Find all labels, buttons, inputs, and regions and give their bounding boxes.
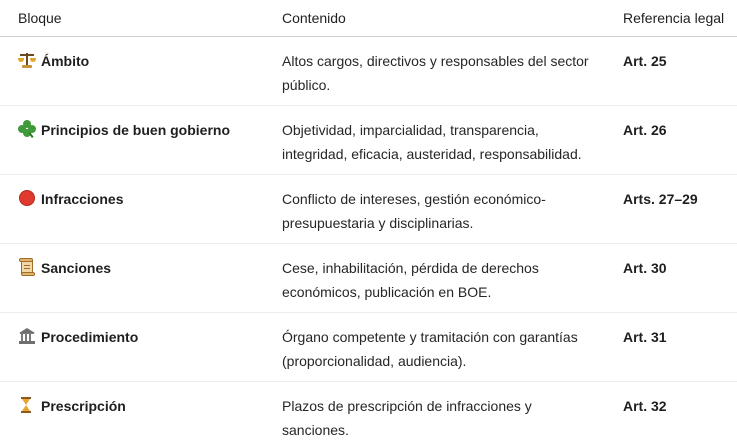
table-row [0,36,737,105]
header-referencia: Referencia legal [605,0,737,36]
bloque-cell [0,312,264,381]
table-row [0,105,737,174]
table-row [0,174,737,243]
bloque-cell [0,174,264,243]
bloque-label: Procedimiento [41,328,139,345]
bloque-label: Prescripción [41,397,126,414]
bloque-cell [0,381,264,445]
referencia-cell: Art. 30 [605,243,737,312]
classical-building-icon [18,327,36,345]
referencia-cell: Arts. 27–29 [605,174,737,243]
referencia-cell: Art. 26 [605,105,737,174]
table-row [0,381,737,445]
referencia-cell: Art. 25 [605,36,737,105]
bloque-label: Infracciones [41,190,124,207]
header-bloque: Bloque [0,0,264,36]
contenido-cell: Conflicto de intereses, gestión económico-presupuestaria y disciplinarias. [264,174,605,243]
contenido-cell: Objetividad, imparcialidad, transparencia, integridad, eficacia, austeridad, responsabilidad. [264,105,605,174]
contenido-cell: Plazos de prescripción de infracciones y sanciones. [282,397,532,438]
bloque-label: Principios de buen gobierno [41,121,231,138]
stop-sign-icon [18,189,36,207]
contenido-cell: Cese, inhabilitación, pérdida de derechos económicos, publicación en BOE. [264,243,605,312]
referencia-cell: Art. 31 [605,312,737,381]
contenido-cell: Órgano competente y tramitación con garantías (proporcionalidad, audiencia). [264,312,605,381]
hourglass-icon [18,396,36,414]
table-header [0,0,737,36]
referencia-cell: Art. 32 [623,397,667,414]
header-row [0,0,737,36]
four-leaf-clover-icon [18,120,36,138]
scroll-icon [18,258,36,276]
table-row [0,243,737,312]
balance-scale-icon [18,51,36,69]
contenido-cell: Altos cargos, directivos y responsables del sector público. [264,36,605,105]
header-contenido: Contenido [264,0,605,36]
bloque-label: Sanciones [41,259,112,276]
bloque-cell [0,105,264,174]
bloque-cell [0,243,264,312]
bloque-label: Ámbito [41,52,90,69]
bloque-cell [0,36,264,105]
table-row [0,312,737,381]
